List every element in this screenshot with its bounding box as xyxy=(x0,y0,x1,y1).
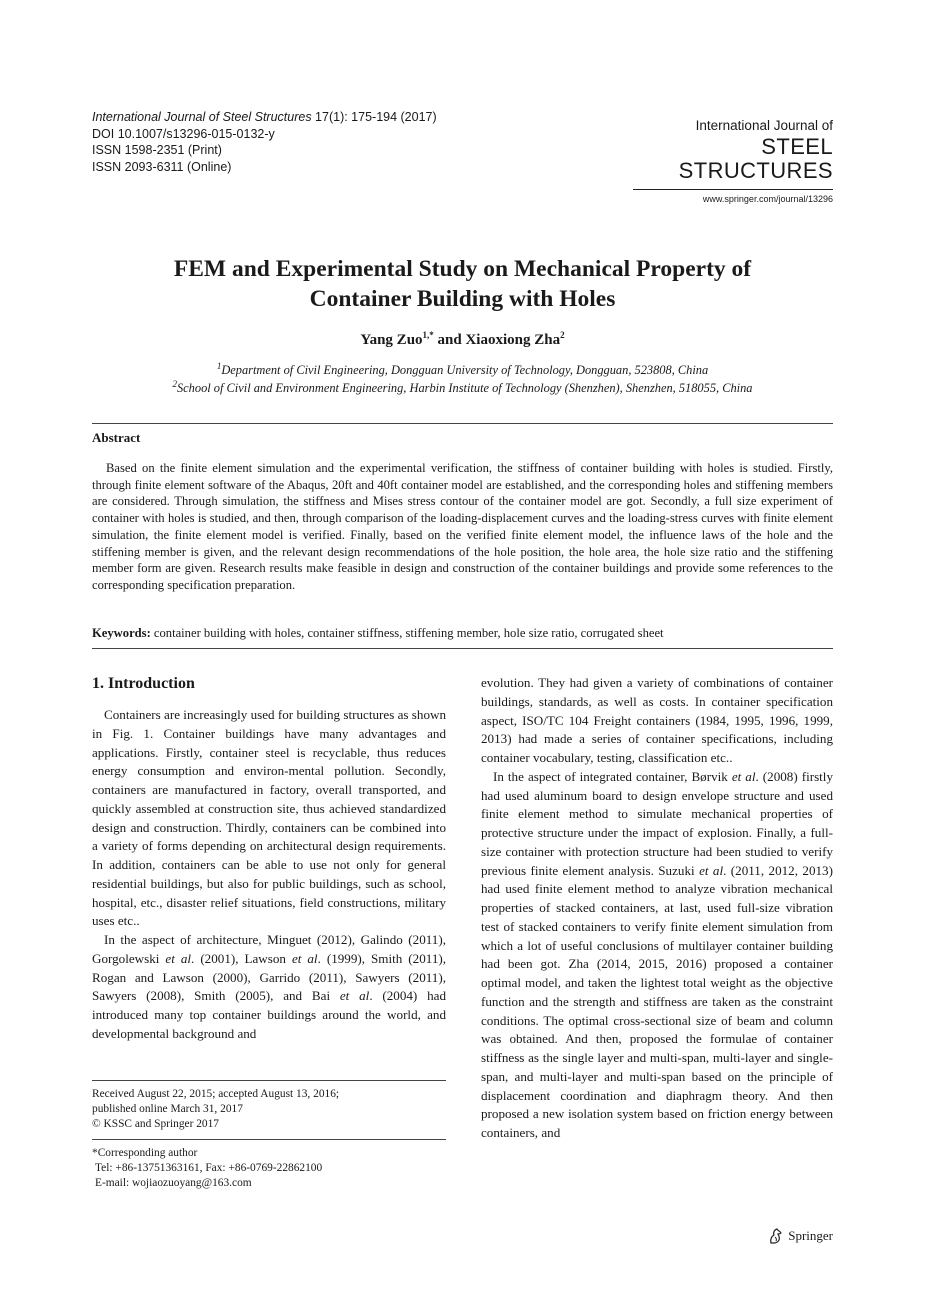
authors-and: and xyxy=(433,332,466,348)
affiliation-2-text: School of Civil and Environment Engineering, Harbin Institute of Technology (Shenzhen), Shenzhen, 518055, China xyxy=(176,381,753,395)
intro-p4-text-c: . (2011, 2012, 2013) had used finite element method to analyze vibration mechanical properties of stacked containers, at last, used full-size vibration test of stacked containers to verify finite element simulation from which a lot of useful conclusions of multilayer container building had been got. Zha (2014, 2015, 2016) proposed a container optimal model, and taken the lightest total weight as the objective function and the strength and stiffness are taken as the constraint conditions. The optimal cross-sectional size of beam and column was obtained. And then, proposed the formulae of container stiffness as the single layer and multi-span, multi-layer and single-span, and multi-layer and multi-span based on the principle of displacement coordination and diaphragm theory. And then proposed a new isolation system based on friction energy between containers, and xyxy=(481,862,833,1140)
logo-rule xyxy=(633,189,833,190)
affiliation-1 xyxy=(60,361,865,379)
journal-name: International Journal of Steel Structures xyxy=(92,110,312,124)
etal-italic: et al xyxy=(339,988,370,1004)
etal-italic: et al xyxy=(291,950,318,966)
intro-p2-text-a: In the aspect of architecture, Minguet (2012), Galindo (2011), Gorgolewski xyxy=(92,932,446,966)
author-2: Xiaoxiong Zha xyxy=(465,332,561,348)
logo-line1: International Journal of xyxy=(695,118,833,133)
published-date: published online March 31, 2017 xyxy=(92,1103,243,1115)
etal-italic: et al xyxy=(731,768,756,784)
publisher-name: Springer xyxy=(788,1228,833,1243)
doi[interactable]: DOI 10.1007/s13296-015-0132-y xyxy=(92,126,275,141)
author-1-sup: 1,* xyxy=(422,330,434,340)
springer-horse-icon xyxy=(768,1227,784,1245)
issn-print: ISSN 1598-2351 (Print) xyxy=(92,143,222,157)
intro-paragraph-4 xyxy=(481,768,833,1143)
title-line2: Container Building with Holes xyxy=(309,286,616,312)
issn-online: ISSN 2093-6311 (Online) xyxy=(92,159,232,174)
left-column xyxy=(92,675,446,1044)
abstract-bottom-rule xyxy=(92,648,833,649)
affiliation-2-sup: 2 xyxy=(172,378,177,389)
title-line1: FEM and Experimental Study on Mechanical Property of xyxy=(173,256,752,282)
received-date: Received August 22, 2015; accepted August 13, 2016; xyxy=(92,1088,340,1100)
copyright: © KSSC and Springer 2017 xyxy=(92,1118,219,1130)
etal-italic: et al xyxy=(699,862,724,878)
journal-logo xyxy=(633,117,833,204)
intro-paragraph-2 xyxy=(92,931,446,1044)
authors xyxy=(60,332,865,349)
intro-p4-text-b: . (2008) firstly had used aluminum board to design envelope structure and used finite element method to simulate mechanical properties of protective structure under the impact of explosion. Finally, a full-size container with protection structure had been studied to verify previous finite element analysis. Suzuki xyxy=(481,768,833,878)
paper-title xyxy=(60,254,865,314)
intro-p2-text-b: . (2001), Lawson xyxy=(191,950,292,966)
intro-paragraph-3: evolution. They had given a variety of combinations of container buildings, standards, as well as costs. In container specification aspect, ISO/TC 104 Freight containers (1984, 1995, 1996, 1999, 2013) had made a series of container specifications, including container vocabulary, testing, classification etc.. xyxy=(481,675,833,765)
affiliation-2 xyxy=(60,379,865,397)
intro-p2-text-d: . (2004) had introduced many top container buildings around the world, and developmental background and xyxy=(92,988,446,1041)
right-column xyxy=(481,674,833,1143)
keywords-label: Keywords: xyxy=(92,626,151,640)
journal-citation xyxy=(92,109,437,126)
intro-p4-text-a: In the aspect of integrated container, Børvik xyxy=(493,768,732,784)
intro-p2-text-c: . (1999), Smith (2011), Rogan and Lawson (2000), Garrido (2011), Sawyers (2011), Sawyers (2008), Smith (2005), and Bai xyxy=(92,950,446,1004)
keywords-text: container building with holes, container stiffness, stiffening member, hole size ratio, corrugated sheet xyxy=(150,626,664,640)
contact-phone: Tel: +86-13751363161, Fax: +86-0769-22862100 xyxy=(95,1162,323,1174)
abstract-top-rule xyxy=(92,423,833,424)
etal-italic: et al xyxy=(165,950,192,966)
publisher-mark xyxy=(768,1227,833,1245)
affiliation-1-text: Department of Civil Engineering, Dongguan University of Technology, Dongguan, 523808, China xyxy=(221,363,709,377)
journal-metadata xyxy=(92,109,437,175)
section-heading-introduction: 1. Introduction xyxy=(92,675,195,692)
article-history xyxy=(92,1087,446,1132)
corresponding-author-block xyxy=(92,1146,446,1191)
footnotes xyxy=(92,1080,446,1191)
abstract-heading: Abstract xyxy=(92,430,141,445)
footnote-separator xyxy=(92,1139,446,1140)
logo-line2: STEEL xyxy=(761,134,833,159)
intro-paragraph-1: Containers are increasingly used for building structures as shown in Fig. 1. Container buildings have many advantages and applications. Firstly, container steel is recyclable, thus reduces energy consumption and environ-mental pollution. Secondly, containers are manufactured in factory, overall transported, and quickly assembled at construction site, thus achieved standardized design and construction. Thirdly, containers can be combined into a variety of forms depending on architectural design requirements. In addition, containers can be able to use not only for general residential buildings, but also for public buildings, such as school, hospital, etc., disaster relief situations, field constructions, military uses etc.. xyxy=(92,707,446,929)
corresponding-author-label: *Corresponding author xyxy=(92,1147,198,1159)
logo-line3: STRUCTURES xyxy=(678,158,833,183)
journal-url[interactable]: www.springer.com/journal/13296 xyxy=(702,194,833,204)
author-2-sup: 2 xyxy=(560,330,565,340)
affiliation-1-sup: 1 xyxy=(216,360,222,371)
contact-email[interactable]: E-mail: wojiaozuoyang@163.com xyxy=(95,1177,252,1189)
volume-pages: 17(1): 175-194 (2017) xyxy=(311,110,437,124)
footnote-separator xyxy=(92,1080,446,1081)
affiliations xyxy=(60,361,865,397)
abstract-body: Based on the finite element simulation and the experimental verification, the stiffness of container building with holes is studied. Firstly, through finite element software of the Abaqus, 20ft and 40ft container model are established, and the corresponding holes and stiffening members are considered. Through simulation, the stiffness and Mises stress contour of the container model are got. Secondly, a full size experiment of container with holes is studied, and then, through comparison of the loading-displacement curves and the loading-stress curves with finite element simulation, the finite element model is verified. Finally, based on the verified finite element model, the influence laws of the hole and the stiffening member is given, and the relevant design recommendations of the hole position, the hole area, the hole size ratio and the stiffening member form are given. Research results make feasible in design and construction of the container buildings and provide some references to the corresponding specification preparation. xyxy=(92,461,833,592)
keywords xyxy=(92,626,833,641)
author-1: Yang Zuo xyxy=(360,332,423,348)
